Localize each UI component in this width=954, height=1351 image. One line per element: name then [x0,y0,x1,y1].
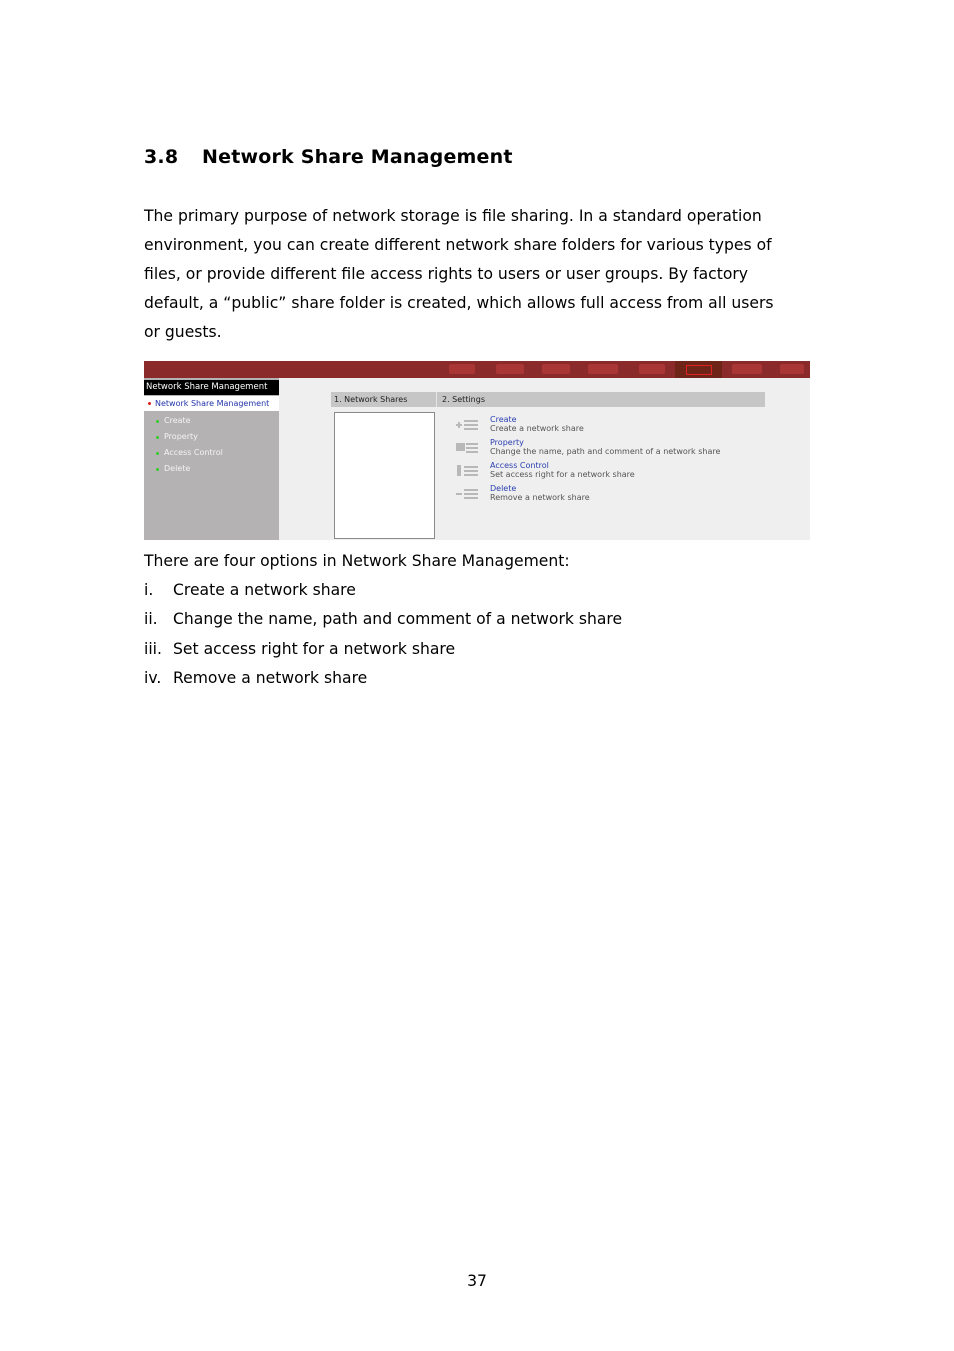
sidebar-item-label: Delete [164,464,191,473]
property-link[interactable]: Property [490,438,524,447]
network-shares-list[interactable] [334,412,435,539]
section-number: 3.8 [144,146,179,168]
create-share-icon[interactable] [456,418,478,432]
list-marker: ii. [144,610,158,628]
list-item [144,669,367,687]
property-share-icon[interactable] [456,441,478,455]
section-title: Network Share Management [202,146,513,168]
toolbar-icon[interactable] [588,364,618,374]
delete-description: Remove a network share [490,493,590,502]
paragraph-line: or guests. [144,323,222,341]
bullet-icon [156,452,159,455]
bullet-icon [156,420,159,423]
toolbar-icon[interactable] [732,364,762,374]
sidebar [144,378,279,540]
section-heading [144,146,513,168]
sidebar-title: Network Share Management [144,380,279,395]
list-text: Set access right for a network share [173,640,456,658]
list-item [144,610,622,628]
toolbar-icon[interactable] [449,364,475,374]
sidebar-item-create[interactable] [164,416,191,425]
access-control-link[interactable]: Access Control [490,461,549,470]
page-number: 37 [467,1272,487,1290]
sidebar-item-label: Network Share Management [155,399,270,408]
toolbar-icon[interactable] [780,364,804,374]
tab-settings[interactable]: 2. Settings [442,395,485,404]
create-description: Create a network share [490,424,584,433]
toolbar-icon[interactable] [639,364,665,374]
create-link[interactable]: Create [490,415,517,424]
sidebar-item-property[interactable] [164,432,198,441]
toolbar [144,361,810,378]
list-item [144,581,356,599]
ui-screenshot [144,361,810,540]
tab-bar [331,392,765,407]
list-text: Create a network share [173,581,356,599]
list-text: Change the name, path and comment of a network share [173,610,623,628]
sidebar-item-label: Property [164,432,198,441]
property-description: Change the name, path and comment of a network share [490,447,721,456]
tab-network-shares[interactable]: 1. Network Shares [334,395,408,404]
access-control-description: Set access right for a network share [490,470,635,479]
sidebar-item-access-control[interactable] [164,448,223,457]
paragraph-line: The primary purpose of network storage is file sharing. In a standard operation [144,207,762,225]
sidebar-item-label: Access Control [164,448,223,457]
delete-share-icon[interactable] [456,487,478,501]
options-intro: There are four options in Network Share Management: [144,552,570,570]
delete-link[interactable]: Delete [490,484,517,493]
toolbar-icon[interactable] [542,364,570,374]
list-marker: iii. [144,640,162,658]
access-control-icon[interactable] [456,464,478,478]
network-share-folder-icon[interactable] [675,361,722,378]
list-text: Remove a network share [173,669,368,687]
paragraph-line: environment, you can create different network share folders for various types of [144,236,772,254]
sidebar-item-network-share-management[interactable] [144,396,279,411]
toolbar-icon[interactable] [496,364,524,374]
tab-divider [436,392,437,407]
list-marker: iv. [144,669,162,687]
sidebar-item-delete[interactable] [164,464,190,473]
bullet-icon [156,436,159,439]
bullet-icon [156,468,159,471]
list-item [144,640,455,658]
bullet-icon [148,402,151,405]
intro-paragraph [144,202,814,347]
paragraph-line: files, or provide different file access rights to users or user groups. By factory [144,265,749,283]
paragraph-line: default, a “public” share folder is created, which allows full access from all users [144,294,774,312]
list-marker: i. [144,581,154,599]
sidebar-item-label: Create [164,416,191,425]
